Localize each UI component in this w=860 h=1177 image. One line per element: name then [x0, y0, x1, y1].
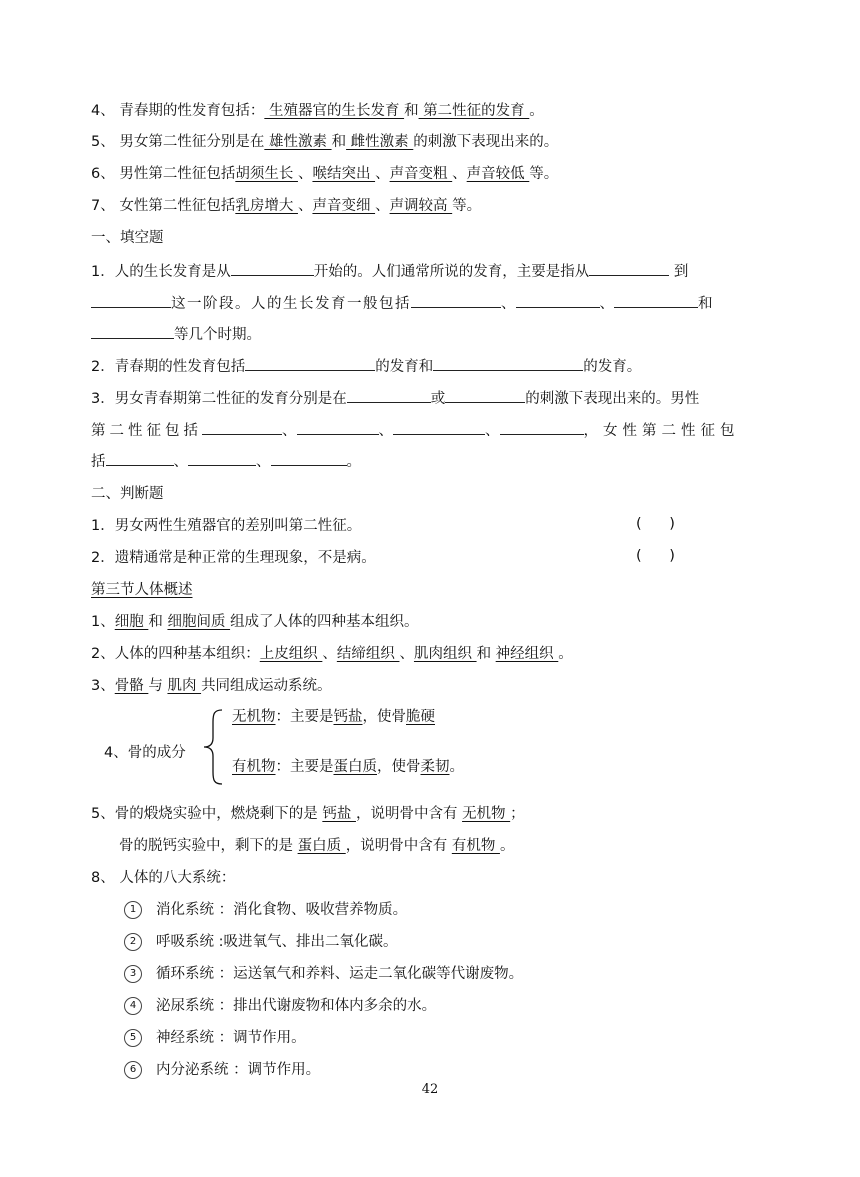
text: 、	[322, 646, 337, 662]
text: 。	[529, 103, 544, 119]
text: 、	[375, 198, 390, 214]
answer: 骨骼	[114, 678, 149, 694]
section-title-fill: 一、填空题	[91, 230, 164, 246]
text: 、	[282, 423, 297, 439]
text: 7、 女性第二性征包括	[91, 198, 236, 214]
answer: 胡须生长	[235, 166, 298, 182]
text: 或	[430, 391, 446, 407]
text: 、	[501, 296, 516, 312]
answer: 肌肉	[167, 678, 202, 694]
q1-line-3	[91, 323, 261, 345]
text: 、	[256, 454, 271, 470]
answer: 钙盐	[333, 709, 363, 725]
blank	[433, 355, 583, 371]
answer: 无机物	[462, 806, 511, 822]
answer: 肌肉组织	[413, 646, 477, 662]
text: ，说明骨中含有	[345, 838, 452, 854]
text: 等几个时期。	[174, 327, 261, 343]
circled-number: 3	[124, 965, 142, 983]
answer: 乳房增大	[235, 198, 298, 214]
text: 呼吸系统 :吸进氧气、排出二氧化碳。	[156, 934, 398, 950]
blank	[231, 260, 314, 276]
circled-number: 5	[124, 1029, 142, 1047]
blank	[589, 260, 669, 276]
blank	[347, 387, 431, 403]
answer: 柔韧	[420, 759, 450, 775]
text: 1、	[91, 614, 115, 630]
system-item	[124, 1028, 306, 1048]
bone-experiment-line-1	[91, 804, 525, 824]
text: 的发育。	[583, 359, 642, 375]
answer: 无机物	[232, 709, 276, 725]
text: 的刺激下表现出来的。	[413, 134, 559, 150]
text: ；	[510, 806, 525, 822]
overview-line-2	[91, 644, 573, 664]
text: 等。	[529, 166, 559, 182]
text: 、	[485, 423, 500, 439]
judge-item-1: 1．男女两性生殖器官的差别叫第二性征。	[91, 518, 362, 534]
text: 这一阶段。人的生长发育一般包括	[171, 296, 411, 312]
text: 共同组成运动系统。	[201, 678, 332, 694]
text: 5、骨的煅烧实验中，燃烧剩下的是	[91, 806, 323, 822]
blank	[614, 292, 698, 308]
text: ：主要是	[275, 759, 334, 775]
text: 1．人的生长发育是从	[91, 264, 231, 280]
text: 、	[452, 166, 467, 182]
text: 。	[346, 454, 361, 470]
text: 4、 青春期的性发育包括：	[91, 103, 265, 119]
blank	[516, 292, 600, 308]
text: 2、人体的四种基本组织：	[91, 646, 260, 662]
answer: 声音较低	[466, 166, 530, 182]
text: 骨的脱钙实验中，剩下的是	[119, 838, 298, 854]
answer: 喉结突出	[312, 166, 376, 182]
bone-experiment-line-2	[119, 836, 514, 856]
answer: 神经组织	[495, 646, 559, 662]
text: ，使骨	[377, 759, 421, 775]
text: 泌尿系统 ：排出代谢废物和体内多余的水。	[156, 998, 437, 1014]
text: ，说明骨中含有	[355, 806, 463, 822]
recap-line-4	[91, 101, 544, 121]
answer: 蛋白质	[333, 759, 377, 775]
overview-line-3	[91, 676, 332, 696]
answer: 有机物	[232, 759, 276, 775]
text: 、	[173, 454, 188, 470]
text: ：主要是	[275, 709, 334, 725]
text: 5、 男女第二性征分别是在	[91, 134, 265, 150]
system-item	[124, 1060, 320, 1080]
answer: 钙盐	[322, 806, 356, 822]
text: 。	[499, 838, 515, 854]
bone-inorganic	[232, 707, 435, 727]
answer: 雌性激素	[346, 134, 414, 150]
blank	[245, 355, 375, 371]
recap-line-6	[91, 164, 558, 184]
blank	[411, 292, 501, 308]
text: 组成了人体的四种基本组织。	[230, 614, 419, 630]
answer: 声音变粗	[389, 166, 453, 182]
blank	[188, 450, 256, 466]
text: 。	[449, 759, 464, 775]
blank	[445, 387, 525, 403]
answer: 有机物	[451, 838, 500, 854]
recap-line-5	[91, 132, 558, 152]
text: 和	[331, 134, 347, 150]
text: 的刺激下表现出来的。男性	[525, 391, 700, 407]
answer: 第二性征的发育	[418, 103, 530, 119]
text: 开始的。人们通常所说的发育，主要是指从	[313, 264, 590, 280]
circled-number: 2	[124, 933, 142, 951]
answer: 声调较高	[389, 198, 453, 214]
q1-line-1	[91, 260, 688, 282]
text: 和	[404, 103, 419, 119]
system-item	[124, 900, 407, 920]
text: 、	[599, 296, 614, 312]
answer: 上皮组织	[259, 646, 323, 662]
text: 和	[148, 614, 168, 630]
system-item	[124, 932, 398, 952]
recap-line-7	[91, 196, 481, 216]
answer: 生殖器官的生长发育	[264, 103, 405, 119]
text: ，使骨	[362, 709, 406, 725]
text: 消化系统 ：消化食物、吸收营养物质。	[156, 902, 408, 918]
blank	[393, 419, 485, 435]
blank	[297, 419, 379, 435]
text: 第三节人体概述	[91, 582, 193, 598]
text: 循环系统 ：运送氧气和养料、运走二氧化碳等代谢废物。	[156, 966, 524, 982]
answer: 蛋白质	[297, 838, 346, 854]
text: 、	[399, 646, 414, 662]
q3-line-1	[91, 387, 699, 409]
blank	[500, 419, 584, 435]
answer: 细胞	[114, 614, 149, 630]
circled-number: 6	[124, 1061, 142, 1079]
section-title-judge: 二、判断题	[91, 486, 164, 502]
system-item	[124, 996, 436, 1016]
text: 等。	[452, 198, 482, 214]
curly-brace	[200, 708, 226, 786]
text: 。	[558, 646, 573, 662]
bone-organic	[232, 757, 464, 777]
text: 6、 男性第二性征包括	[91, 166, 236, 182]
text: 到	[669, 264, 689, 280]
text: 和	[698, 296, 713, 312]
q1-line-2	[91, 292, 713, 314]
text: 与	[148, 678, 168, 694]
answer-parentheses: ( )	[636, 516, 675, 532]
answer: 声音变细	[312, 198, 376, 214]
system-item	[124, 964, 523, 984]
text: 、	[378, 423, 393, 439]
blank	[91, 323, 174, 339]
text: 的发育和	[375, 359, 434, 375]
text: 2．青春期的性发育包括	[91, 359, 246, 375]
q3-line-3	[91, 450, 361, 472]
text: 、	[297, 198, 313, 214]
judge-item-2: 2．遗精通常是种正常的生理现象，不是病。	[91, 550, 376, 566]
blank	[202, 419, 282, 435]
text: 内分泌系统 ：调节作用。	[156, 1062, 321, 1078]
answer: 雄性激素	[264, 134, 332, 150]
answer-parentheses: ( )	[636, 548, 675, 564]
text: 第二性征包括	[91, 423, 202, 439]
circled-number: 1	[124, 901, 142, 919]
overview-line-1	[91, 612, 419, 632]
blank	[271, 450, 347, 466]
q3-line-2	[91, 419, 740, 441]
answer: 细胞间质	[167, 614, 231, 630]
text: 神经系统 ：调节作用。	[156, 1030, 306, 1046]
page-number: 42	[421, 1082, 439, 1097]
text: 3．男女青春期第二性征的发育分别是在	[91, 391, 347, 407]
section-title-body-overview	[91, 580, 193, 600]
answer: 脆硬	[406, 709, 435, 725]
text: ，女性第二性征包	[583, 423, 740, 439]
circled-number: 4	[124, 997, 142, 1015]
text: 和	[476, 646, 496, 662]
blank	[106, 450, 174, 466]
text: 3、	[91, 678, 115, 694]
q2-line	[91, 355, 641, 377]
blank	[91, 292, 171, 308]
bone-composition-label: 4、骨的成分	[104, 745, 186, 761]
text: 括	[91, 454, 106, 470]
answer: 结缔组织	[336, 646, 400, 662]
eight-systems-heading: 8、 人体的八大系统：	[91, 870, 236, 886]
text: 、	[297, 166, 313, 182]
text: 、	[375, 166, 390, 182]
